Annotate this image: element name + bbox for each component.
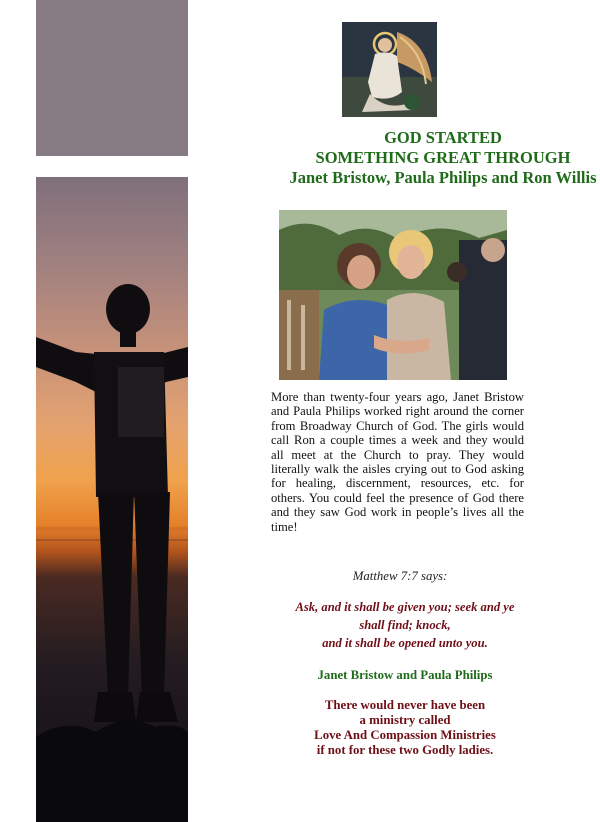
verse-line-3: and it shall be opened unto you. [322,636,488,650]
closing-line-2: a ministry called [359,713,451,727]
photo-caption-names: Janet Bristow and Paula Philips [317,668,493,682]
headline-line-2: SOMETHING GREAT THROUGH [315,148,571,167]
verse-line-2: shall find; knock, [359,618,451,632]
closing-line-4: if not for these two Godly ladies. [316,743,494,757]
verse-reference: Matthew 7:7 says: [352,569,448,583]
scripture-quote [260,598,550,652]
angel-painting [342,22,437,117]
headline-line-3: Janet Bristow, Paula Philips and Ron Willis [289,168,597,187]
closing-statement [260,698,550,758]
story-paragraph: More than twenty-four years ago, Janet Bristow and Paula Philips worked right around the corner from Broadway Church of God. The girls would call Ron a couple times a week and they would all meet at the Church to pray. They would literally walk the aisles crying out to God asking for healing, discernment, resources, etc. for others. You could feel the presence of God there and they saw God work in people’s lives all the time! [271,390,524,534]
two-women-photo [279,210,507,380]
decorative-side-block [36,0,188,156]
closing-line-3: Love And Compassion Ministries [314,728,496,742]
closing-line-1: There would never have been [324,698,486,712]
silhouette-figure [36,177,188,822]
silhouette-sunset-photo [36,177,188,822]
verse-line-1: Ask, and it shall be given you; seek and ye [295,600,515,614]
headline-line-1: GOD STARTED [384,128,502,147]
page-headline [200,128,600,188]
